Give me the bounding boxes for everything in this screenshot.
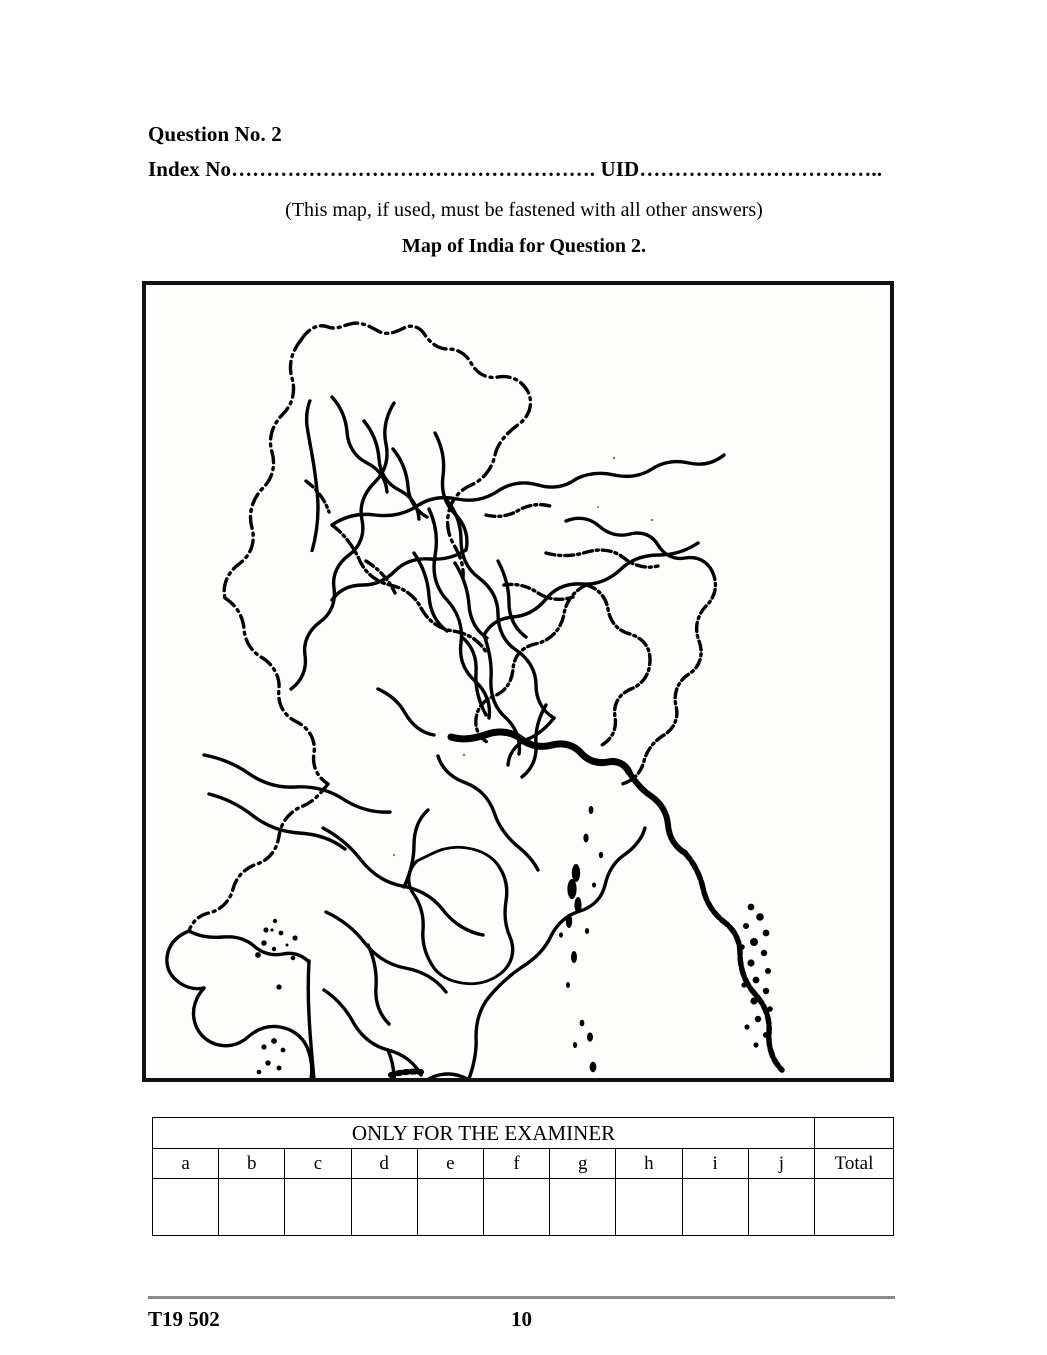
island-sri-lanka <box>409 847 513 983</box>
column-header-h: h <box>616 1149 682 1179</box>
column-header-f: f <box>483 1149 549 1179</box>
coast-east-bengal <box>605 828 645 885</box>
coast-western-ghats-shore <box>293 961 316 1078</box>
coast-west-india <box>307 400 318 551</box>
island-rameswaram-chain <box>391 1072 421 1075</box>
coast-sundarbans <box>451 732 629 772</box>
map-title: Map of India for Question 2. <box>401 235 647 257</box>
coast-gulf-of-kutch <box>167 931 204 989</box>
boundary-pakistan-north <box>224 340 301 598</box>
column-header-b: b <box>219 1149 285 1179</box>
islands-lakshadweep <box>255 919 297 1075</box>
examiner-table-title-row <box>153 1118 894 1149</box>
examiner-marks-table <box>152 1117 894 1236</box>
river-chambal <box>378 689 434 735</box>
india-outline-map <box>146 285 890 1078</box>
mark-cell-c[interactable] <box>285 1179 351 1236</box>
examiner-table-header-row <box>153 1149 894 1179</box>
mark-cell-e[interactable] <box>417 1179 483 1236</box>
mark-cell-a[interactable] <box>153 1179 219 1236</box>
fasten-instruction: (This map, if used, must be fastened with all other answers) <box>285 199 763 221</box>
river-brahmaputra <box>484 543 698 635</box>
coast-east-andhra <box>453 997 489 1078</box>
examiner-table-title: ONLY FOR THE EXAMINER <box>153 1118 815 1149</box>
river-chenab <box>364 421 419 519</box>
river-krishna <box>326 912 446 992</box>
river-kaveri <box>324 990 421 1075</box>
mark-cell-j[interactable] <box>748 1179 814 1236</box>
river-mahanadi <box>438 756 516 845</box>
footer-page-number: 10 <box>511 1307 532 1331</box>
mark-cell-g[interactable] <box>550 1179 616 1236</box>
boundary-northeast-east <box>664 571 715 735</box>
footer-paper-code: T19 502 <box>148 1307 220 1331</box>
river-sutlej-lower <box>332 550 466 600</box>
column-header-d: d <box>351 1149 417 1179</box>
page-footer <box>148 1302 895 1336</box>
boundary-himalaya-tibet <box>576 455 724 479</box>
river-godavari <box>323 828 483 935</box>
map-frame <box>142 281 894 1082</box>
boundary-pakistan-rajasthan <box>189 784 328 931</box>
examiner-title-total-spacer <box>815 1118 894 1149</box>
river-ravi <box>393 449 427 517</box>
mark-cell-b[interactable] <box>219 1179 285 1236</box>
column-header-e: e <box>417 1149 483 1179</box>
mark-cell-h[interactable] <box>616 1179 682 1236</box>
column-header-i: i <box>682 1149 748 1179</box>
boundary-pakistan-punjab <box>225 598 328 784</box>
page-header <box>148 118 900 261</box>
examiner-table-marks-row[interactable] <box>153 1179 894 1236</box>
islands-lakshadweep-dots-inner <box>270 928 288 946</box>
column-header-c: c <box>285 1149 351 1179</box>
river-yamuna <box>429 509 489 718</box>
mark-cell-total[interactable] <box>815 1179 894 1236</box>
boundary-northeast-arunachal <box>566 518 712 571</box>
index-uid-line: Index No……………………………………………. UID…………………………….. <box>148 157 883 181</box>
boundary-manipur-mizoram <box>622 735 664 784</box>
mark-cell-i[interactable] <box>682 1179 748 1236</box>
islands-andaman-nicobar <box>559 806 603 1078</box>
coast-saurashtra <box>193 988 307 1047</box>
mark-cell-f[interactable] <box>483 1179 549 1236</box>
river-kosi <box>498 561 526 637</box>
column-header-a: a <box>153 1149 219 1179</box>
footer-divider <box>148 1296 895 1299</box>
column-header-g: g <box>550 1149 616 1179</box>
column-header-total: Total <box>815 1149 894 1179</box>
boundary-bhutan <box>486 505 553 517</box>
boundary-kashmir-north <box>301 323 530 578</box>
boundary-bangladesh <box>586 585 650 745</box>
question-number-label: Question No. 2 <box>148 122 282 146</box>
mark-cell-d[interactable] <box>351 1179 417 1236</box>
column-header-j: j <box>748 1149 814 1179</box>
river-mahanadi-delta <box>516 845 538 870</box>
